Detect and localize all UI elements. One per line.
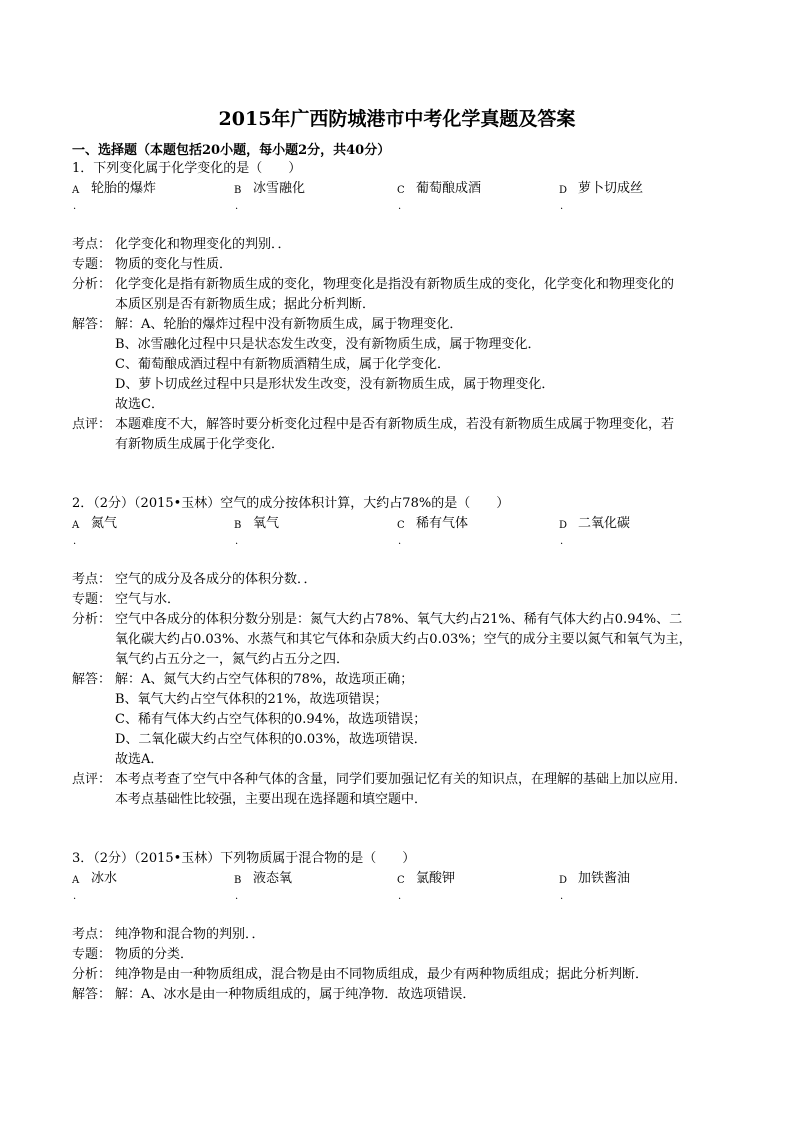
zhuanti-row — [72, 255, 732, 275]
option-text: 轮胎的爆炸 — [91, 181, 157, 196]
option-dot: . — [398, 201, 402, 212]
option-dot: . — [560, 201, 564, 212]
row-line: C、稀有气体大约占空气体积的0.94%，故选项错误； — [115, 712, 427, 727]
option-text: 氯酸钾 — [416, 871, 456, 886]
row-body — [115, 965, 732, 985]
option-text: 液态氧 — [253, 871, 293, 886]
options-row — [72, 869, 732, 909]
option-letter: B — [234, 520, 242, 531]
kaodian-row — [72, 925, 732, 945]
option-text: 稀有气体 — [416, 516, 469, 531]
row-line: 本质区别是否有新物质生成；据此分析判断． — [115, 297, 376, 312]
row-line: 物质的变化与性质． — [115, 257, 233, 272]
option-text: 氧气 — [253, 516, 280, 531]
row-body — [115, 985, 732, 1005]
dianping-row — [72, 770, 732, 810]
row-body — [115, 275, 732, 315]
row-label: 分析： — [72, 967, 112, 982]
question-stem: 3．（2分）（2015•玉林）下列物质属于混合物的是（ ） — [72, 851, 416, 866]
row-line: 纯净物和混合物的判别．． — [115, 927, 265, 942]
page-title: 2015年广西防城港市中考化学真题及答案 — [218, 108, 576, 130]
question-2 — [72, 494, 732, 810]
option-letter: C — [397, 185, 405, 196]
row-label: 考点： — [72, 237, 112, 252]
question-stem: 1．下列变化属于化学变化的是（ ） — [72, 161, 302, 176]
option-text: 冰水 — [91, 871, 118, 886]
option-letter: A — [72, 520, 80, 531]
row-line: 本考点基础性比较强，主要出现在选择题和填空题中． — [115, 792, 428, 807]
row-label: 考点： — [72, 927, 112, 942]
option-letter: C — [397, 875, 405, 886]
question-stem: 2．（2分）（2015•玉林）空气的成分按体积计算，大约占78%的是（ ） — [72, 496, 510, 511]
question-1 — [72, 159, 732, 455]
option-text: 氮气 — [91, 516, 118, 531]
row-label: 解答： — [72, 317, 112, 332]
row-line: C、葡萄酿成酒过程中有新物质酒精生成，属于化学变化． — [115, 357, 450, 372]
option-letter: B — [234, 875, 242, 886]
row-line: 化学变化和物理变化的判别．． — [115, 237, 291, 252]
row-line: 空气的成分及各成分的体积分数．． — [115, 572, 317, 587]
option-text: 萝卜切成丝 — [578, 181, 644, 196]
option-text: 冰雪融化 — [253, 181, 306, 196]
option-letter: D — [559, 520, 568, 531]
row-body — [115, 570, 732, 590]
zhuanti-row — [72, 945, 732, 965]
analysis-block — [72, 925, 732, 1005]
row-body — [115, 415, 732, 455]
row-body — [115, 590, 732, 610]
options-row — [72, 514, 732, 554]
zhuanti-row — [72, 590, 732, 610]
row-label: 考点： — [72, 572, 112, 587]
option-letter: A — [72, 185, 80, 196]
option-dot: . — [235, 536, 239, 547]
options-row — [72, 179, 732, 219]
row-body — [115, 670, 732, 770]
row-label: 分析： — [72, 612, 112, 627]
row-line: 氧化碳大约占0.03%、水蒸气和其它气体和杂质大约占0.03%；空气的成分主要以氮气和氧气为主， — [115, 632, 692, 647]
option-letter: A — [72, 875, 80, 886]
row-line: 解：A、轮胎的爆炸过程中没有新物质生成，属于物理变化． — [115, 317, 463, 332]
row-body — [115, 610, 732, 670]
row-line: 有新物质生成属于化学变化． — [115, 437, 285, 452]
option-dot: . — [560, 536, 564, 547]
question-3 — [72, 849, 732, 1005]
row-line: 解：A、氮气大约占空气体积的78%，故选项正确； — [115, 672, 414, 687]
option-text: 加铁酱油 — [578, 871, 631, 886]
dianping-row — [72, 415, 732, 455]
row-body — [115, 255, 732, 275]
row-label: 专题： — [72, 592, 112, 607]
option-dot: . — [398, 891, 402, 902]
jieda-row — [72, 985, 732, 1005]
fenxi-row — [72, 275, 732, 315]
option-dot: . — [73, 891, 77, 902]
row-body — [115, 235, 732, 255]
option-dot: . — [73, 536, 77, 547]
row-label: 专题： — [72, 947, 112, 962]
row-line: 空气与水． — [115, 592, 181, 607]
row-label: 点评： — [72, 772, 112, 787]
row-label: 解答： — [72, 987, 112, 1002]
row-line: B、氧气大约占空气体积的21%，故选项错误； — [115, 692, 388, 707]
kaodian-row — [72, 235, 732, 255]
row-body — [115, 945, 732, 965]
kaodian-row — [72, 570, 732, 590]
analysis-block — [72, 235, 732, 455]
row-line: 本题难度不大，解答时要分析变化过程中是否有新物质生成，若没有新物质生成属于物理变化，若 — [115, 417, 675, 432]
row-line: 故选A． — [115, 752, 164, 767]
jieda-row — [72, 670, 732, 770]
row-line: 故选C． — [115, 397, 164, 412]
fenxi-row — [72, 610, 732, 670]
option-text: 二氧化碳 — [578, 516, 631, 531]
option-letter: D — [559, 875, 568, 886]
option-dot: . — [398, 536, 402, 547]
section-heading: 一、选择题（本题包括20小题，每小题2分，共40分） — [72, 143, 391, 158]
row-line: D、萝卜切成丝过程中只是形状发生改变，没有新物质生成，属于物理变化． — [115, 377, 555, 392]
row-line: 解：A、冰水是由一种物质组成的，属于纯净物．故选项错误． — [115, 987, 476, 1002]
row-line: 氧气约占五分之一，氮气约占五分之四． — [115, 652, 350, 667]
row-label: 分析： — [72, 277, 112, 292]
row-line: 本考点考查了空气中各种气体的含量，同学们要加强记忆有关的知识点，在理解的基础上加以应用． — [115, 772, 688, 787]
row-line: B、冰雪融化过程中只是状态发生改变，没有新物质生成，属于物理变化． — [115, 337, 541, 352]
row-body — [115, 925, 732, 945]
row-line: D、二氧化碳大约占空气体积的0.03%，故选项错误． — [115, 732, 427, 747]
option-letter: D — [559, 185, 568, 196]
option-dot: . — [73, 201, 77, 212]
option-dot: . — [560, 891, 564, 902]
row-body — [115, 770, 732, 810]
row-line: 空气中各成分的体积分数分别是：氮气大约占78%、氧气大约占21%、稀有气体大约占0.94%、二 — [115, 612, 683, 627]
fenxi-row — [72, 965, 732, 985]
row-label: 专题： — [72, 257, 112, 272]
jieda-row — [72, 315, 732, 415]
row-body — [115, 315, 732, 415]
analysis-block — [72, 570, 732, 810]
option-text: 葡萄酿成酒 — [416, 181, 482, 196]
row-line: 纯净物是由一种物质组成，混合物是由不同物质组成，最少有两种物质组成；据此分析判断． — [115, 967, 649, 982]
option-dot: . — [235, 201, 239, 212]
option-letter: C — [397, 520, 405, 531]
option-letter: B — [234, 185, 242, 196]
row-line: 物质的分类． — [115, 947, 194, 962]
row-label: 解答： — [72, 672, 112, 687]
row-line: 化学变化是指有新物质生成的变化，物理变化是指没有新物质生成的变化，化学变化和物理变化的 — [115, 277, 675, 292]
row-label: 点评： — [72, 417, 112, 432]
option-dot: . — [235, 891, 239, 902]
